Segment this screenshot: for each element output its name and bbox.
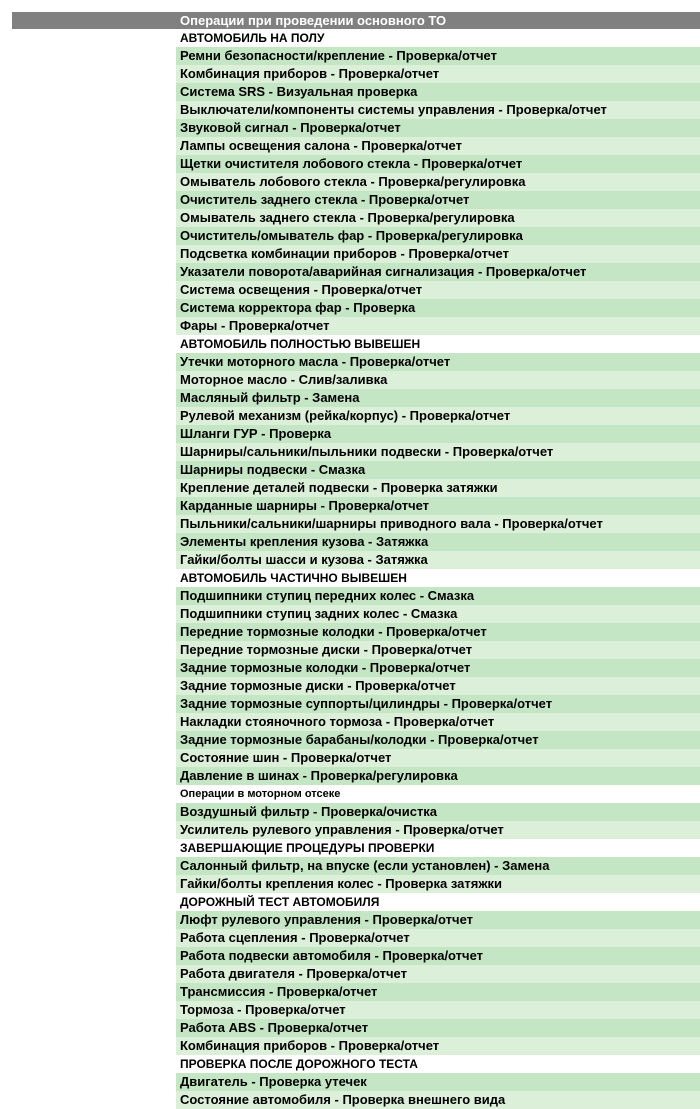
section-heading: ДОРОЖНЫЙ ТЕСТ АВТОМОБИЛЯ <box>176 893 700 911</box>
operation-cell: Работа подвески автомобиля - Проверка/отчет <box>180 948 484 963</box>
operation-cell: Гайки/болты крепления колес - Проверка затяжки <box>180 876 503 891</box>
table-row <box>176 803 700 821</box>
operation-cell: Подшипники ступиц передних колес - Смазка <box>180 588 475 603</box>
table-row <box>176 551 700 569</box>
operation-cell: Гайки/болты шасси и кузова - Затяжка <box>180 552 428 567</box>
operation-cell: Усилитель рулевого управления - Проверка/отчет <box>180 822 504 837</box>
operation-cell: Состояние автомобиля - Проверка внешнего вида <box>180 1092 506 1107</box>
operation-cell: Тормоза - Проверка/отчет <box>180 1002 346 1017</box>
table-row <box>176 857 700 875</box>
operation-cell: Рулевой механизм (рейка/корпус) - Проверка/отчет <box>180 408 511 423</box>
operation-cell: Пыльники/сальники/шарниры приводного вала - Проверка/отчет <box>180 516 603 531</box>
table-row <box>176 911 700 929</box>
table-row <box>176 209 700 227</box>
operation-cell: Указатели поворота/аварийная сигнализация - Проверка/отчет <box>180 264 587 279</box>
table-row <box>176 353 700 371</box>
table-row <box>176 713 700 731</box>
table-row <box>176 371 700 389</box>
operation-cell: Комбинация приборов - Проверка/отчет <box>180 1038 440 1053</box>
operation-cell: Работа ABS - Проверка/отчет <box>180 1020 369 1035</box>
table-row <box>176 119 700 137</box>
maintenance-table <box>176 12 700 1109</box>
table-row <box>176 677 700 695</box>
table-row <box>176 749 700 767</box>
operation-cell: Шланги ГУР - Проверка <box>180 426 332 441</box>
table-row <box>176 731 700 749</box>
table-row <box>176 983 700 1001</box>
table-row <box>176 1037 700 1055</box>
table-row <box>176 1091 700 1109</box>
operation-cell: Элементы крепления кузова - Затяжка <box>180 534 429 549</box>
table-row <box>176 605 700 623</box>
table-row <box>176 821 700 839</box>
table-row <box>176 245 700 263</box>
table-row <box>176 443 700 461</box>
operation-cell: Комбинация приборов - Проверка/отчет <box>180 66 440 81</box>
operation-cell: Щетки очистителя лобового стекла - Проверка/отчет <box>180 156 523 171</box>
table-row <box>176 515 700 533</box>
operation-cell: Шарниры подвески - Смазка <box>180 462 366 477</box>
table-row <box>176 191 700 209</box>
section-heading: ПРОВЕРКА ПОСЛЕ ДОРОЖНОГО ТЕСТА <box>176 1055 700 1073</box>
table-row <box>176 587 700 605</box>
table-row <box>176 479 700 497</box>
table-row <box>176 425 700 443</box>
operation-cell: Работа двигателя - Проверка/отчет <box>180 966 407 981</box>
operation-cell: Выключатели/компоненты системы управления - Проверка/отчет <box>180 102 607 117</box>
table-row <box>176 929 700 947</box>
table-row <box>176 1019 700 1037</box>
operation-cell: Система SRS - Визуальная проверка <box>180 84 418 99</box>
operation-cell: Система корректора фар - Проверка <box>180 300 416 315</box>
operation-cell: Накладки стояночного тормоза - Проверка/отчет <box>180 714 495 729</box>
operation-cell: Шарниры/сальники/пыльники подвески - Проверка/отчет <box>180 444 554 459</box>
table-row <box>176 695 700 713</box>
table-row <box>176 533 700 551</box>
section-heading: АВТОМОБИЛЬ ЧАСТИЧНО ВЫВЕШЕН <box>176 569 700 587</box>
operation-cell: Карданные шарниры - Проверка/отчет <box>180 498 430 513</box>
table-row <box>176 389 700 407</box>
operation-cell: Давление в шинах - Проверка/регулировка <box>180 768 458 783</box>
section-heading: АВТОМОБИЛЬ НА ПОЛУ <box>176 29 700 47</box>
table-row <box>176 65 700 83</box>
operation-cell: Трансмиссия - Проверка/отчет <box>180 984 378 999</box>
table-row <box>176 173 700 191</box>
table-row <box>176 767 700 785</box>
operation-cell: Работа сцепления - Проверка/отчет <box>180 930 410 945</box>
operation-cell: Люфт рулевого управления - Проверка/отчет <box>180 912 474 927</box>
operation-cell: Очиститель заднего стекла - Проверка/отчет <box>180 192 470 207</box>
section-heading: ЗАВЕРШАЮЩИЕ ПРОЦЕДУРЫ ПРОВЕРКИ <box>176 839 700 857</box>
table-row <box>176 155 700 173</box>
operation-cell: Подшипники ступиц задних колес - Смазка <box>180 606 458 621</box>
operation-cell: Система освещения - Проверка/отчет <box>180 282 423 297</box>
operation-cell: Подсветка комбинации приборов - Проверка/отчет <box>180 246 509 261</box>
operation-cell: Звуковой сигнал - Проверка/отчет <box>180 120 401 135</box>
table-row <box>176 101 700 119</box>
operation-cell: Передние тормозные диски - Проверка/отчет <box>180 642 473 657</box>
operation-cell: Состояние шин - Проверка/отчет <box>180 750 392 765</box>
table-row <box>176 623 700 641</box>
table-row <box>176 641 700 659</box>
table-row <box>176 497 700 515</box>
table-row <box>176 137 700 155</box>
table-row <box>176 317 700 335</box>
table-row <box>176 1073 700 1091</box>
table-row <box>176 461 700 479</box>
section-heading: АВТОМОБИЛЬ ПОЛНОСТЬЮ ВЫВЕШЕН <box>176 335 700 353</box>
operation-cell: Фары - Проверка/отчет <box>180 318 330 333</box>
table-title: Операции при проведении основного ТО <box>180 13 447 28</box>
operation-cell: Задние тормозные барабаны/колодки - Проверка/отчет <box>180 732 539 747</box>
operation-cell: Ремни безопасности/крепление - Проверка/отчет <box>180 48 497 63</box>
operation-cell: Передние тормозные колодки - Проверка/отчет <box>180 624 487 639</box>
operation-cell: Очиститель/омыватель фар - Проверка/регулировка <box>180 228 523 243</box>
table-row <box>176 875 700 893</box>
table-row <box>176 263 700 281</box>
table-row <box>176 299 700 317</box>
table-row <box>176 659 700 677</box>
operation-cell: Салонный фильтр, на впуске (если установлен) - Замена <box>180 858 550 873</box>
table-row <box>176 83 700 101</box>
operation-cell: Двигатель - Проверка утечек <box>180 1074 367 1089</box>
table-row <box>176 1001 700 1019</box>
operation-cell: Воздушный фильтр - Проверка/очистка <box>180 804 438 819</box>
operation-cell: Задние тормозные суппорты/цилиндры - Проверка/отчет <box>180 696 553 711</box>
operation-cell: Лампы освещения салона - Проверка/отчет <box>180 138 462 153</box>
operation-cell: Омыватель лобового стекла - Проверка/регулировка <box>180 174 526 189</box>
table-row <box>176 227 700 245</box>
table-row <box>176 47 700 65</box>
table-row <box>176 965 700 983</box>
section-heading: Операции в моторном отсеке <box>176 785 700 803</box>
operation-cell: Омыватель заднего стекла - Проверка/регулировка <box>180 210 515 225</box>
table-body <box>176 29 700 1109</box>
operation-cell: Задние тормозные диски - Проверка/отчет <box>180 678 456 693</box>
operation-cell: Моторное масло - Слив/заливка <box>180 372 388 387</box>
table-row <box>176 407 700 425</box>
operation-cell: Задние тормозные колодки - Проверка/отчет <box>180 660 471 675</box>
operation-cell: Утечки моторного масла - Проверка/отчет <box>180 354 451 369</box>
operation-cell: Крепление деталей подвески - Проверка затяжки <box>180 480 498 495</box>
operation-cell: Масляный фильтр - Замена <box>180 390 360 405</box>
table-row <box>176 947 700 965</box>
table-row <box>176 281 700 299</box>
